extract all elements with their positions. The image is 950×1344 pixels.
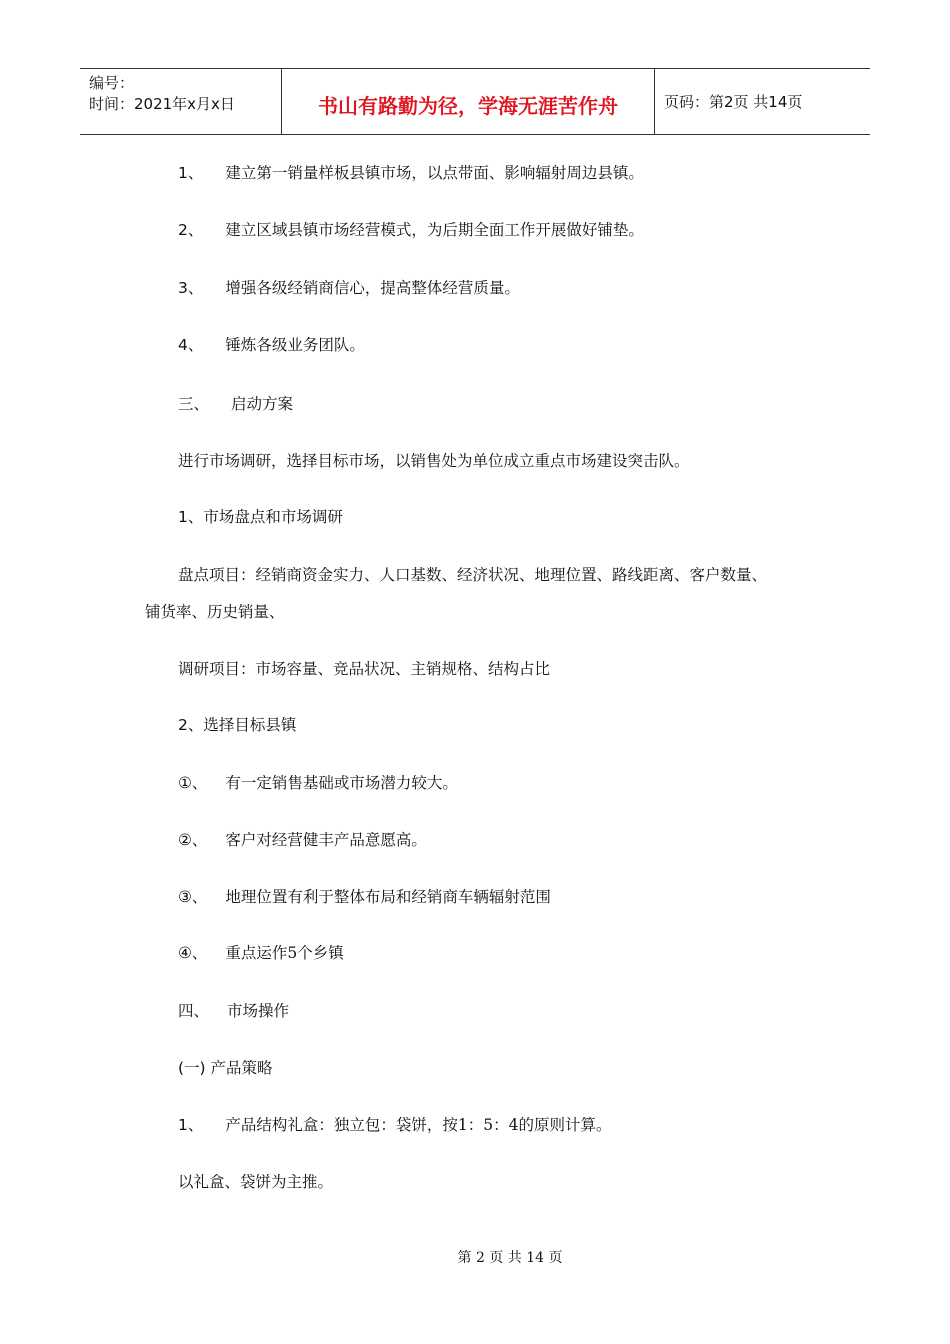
subheading: (一) 产品策略 (178, 1059, 273, 1077)
body-line: 2、 建立区域县镇市场经营模式，为后期全面工作开展做好铺垫。 (178, 221, 644, 239)
subheading: 2、选择目标县镇 (178, 716, 297, 734)
section-heading: 三、 启动方案 (178, 395, 294, 413)
body-line: 以礼盒、袋饼为主推。 (178, 1173, 334, 1191)
section-heading: 四、 市场操作 (178, 1002, 290, 1020)
page-footer: 第 2 页 共 14 页 (457, 1250, 563, 1266)
list-item: ③、 地理位置有利于整体布局和经销商车辆辐射范围 (178, 888, 551, 906)
body-line: 1、 建立第一销量样板县镇市场，以点带面、影响辐射周边县镇。 (178, 164, 644, 182)
list-item: ④、 重点运作5个乡镇 (178, 944, 344, 962)
time-label: 时间：2021年x月x日 (89, 95, 235, 113)
page-header (80, 68, 870, 135)
body-line-wrap: 铺货率、历史销量、 (145, 603, 285, 621)
header-meta (80, 69, 282, 134)
list-item: ②、 客户对经营健丰产品意愿高。 (178, 831, 427, 849)
serial-label: 编号： (89, 74, 135, 92)
body-line: 4、 锤炼各级业务团队。 (178, 336, 365, 354)
body-line: 3、 增强各级经销商信心，提高整体经营质量。 (178, 279, 520, 297)
body-line: 1、 产品结构礼盒：独立包：袋饼，按1：5：4的原则计算。 (178, 1116, 612, 1134)
page-label: 页码：第2页 共14页 (664, 93, 803, 111)
body-line: 盘点项目：经销商资金实力、人口基数、经济状况、地理位置、路线距离、客户数量、 (178, 566, 768, 584)
list-item: ①、 有一定销售基础或市场潜力较大。 (178, 774, 458, 792)
motto: 书山有路勤为径，学海无涯苦作舟 (318, 94, 618, 118)
subheading: 1、市场盘点和市场调研 (178, 508, 343, 526)
body-line: 进行市场调研，选择目标市场，以销售处为单位成立重点市场建设突击队。 (178, 452, 690, 470)
body-line: 调研项目：市场容量、竞品状况、主销规格、结构占比 (178, 660, 551, 678)
header-motto-cell (282, 69, 655, 134)
header-page-cell (655, 69, 870, 134)
